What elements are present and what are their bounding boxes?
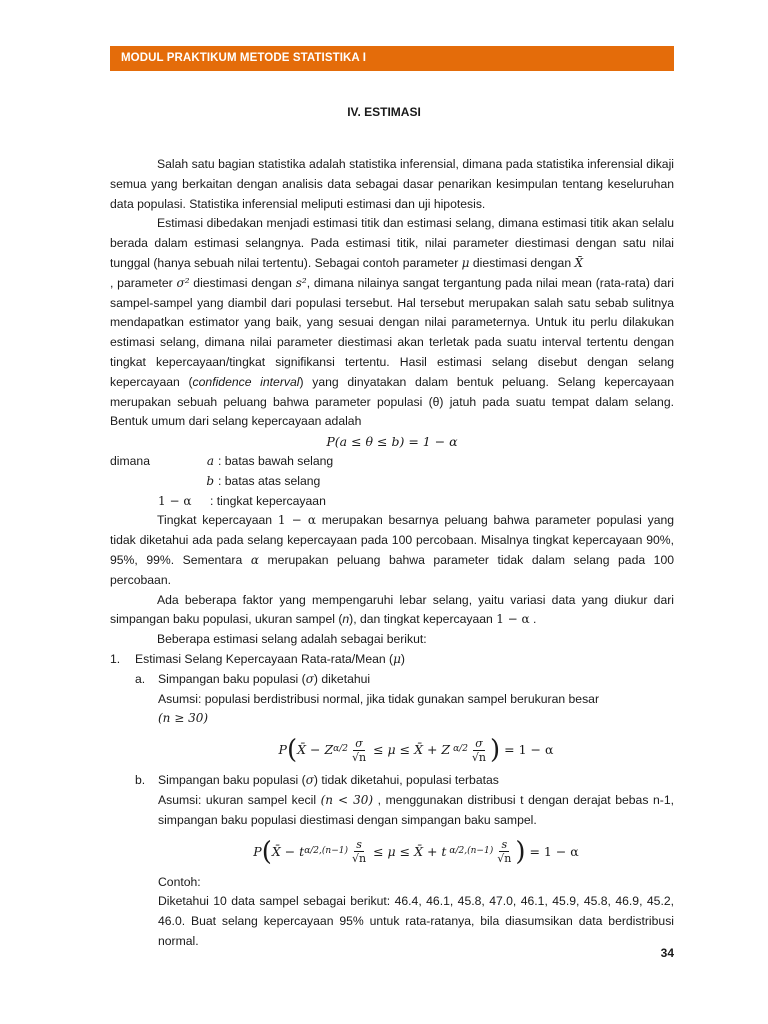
definition-symbol: b	[206, 473, 214, 488]
definition-text: : batas atas selang	[218, 473, 321, 488]
list-label	[158, 670, 370, 690]
math-lhs: X̄ − t	[271, 843, 305, 859]
definition-text: : tingkat kepercayaan	[210, 493, 326, 508]
math-mid: ≤ μ ≤ X̄ + Z	[373, 742, 451, 758]
text-span: Simpangan baku populasi (	[158, 773, 306, 788]
text-italic: confidence interval	[192, 374, 300, 389]
math-sub: α/2	[453, 744, 468, 755]
text-span: Estimasi Selang Kepercayaan Rata-rata/Mean (	[135, 651, 394, 666]
text-span: merupakan besarnya peluang bahwa parameter populasi yang tidak diketahui ada pada selang kepercayaan pada 100 percobaan. Misalnya tingkat kepercayaan 90%, 95%, 99%. Sementara	[110, 513, 675, 567]
text-span: ) diketahui	[313, 671, 371, 686]
text-span: Tingkat kepercayaan	[157, 513, 273, 528]
fraction-numerator: s	[356, 838, 362, 851]
text-span: Simpangan baku populasi (	[158, 671, 306, 686]
text-span: , menggunakan distribusi t dengan derajat bebas n-1, simpangan baku populasi diestimasi dengan simpangan baku sampel.	[158, 792, 675, 827]
definition-lead: dimana	[110, 453, 150, 468]
list-item	[110, 650, 674, 670]
assumption-block	[158, 791, 674, 952]
section-title: IV. ESTIMASI	[347, 105, 421, 119]
definition-row	[110, 452, 674, 472]
fraction-numerator: σ	[475, 736, 483, 750]
paren-close: )	[490, 735, 501, 766]
fraction-numerator: s	[501, 838, 508, 851]
math-alpha: α	[250, 552, 259, 567]
definition-text: : batas bawah selang	[218, 453, 334, 468]
list-item	[135, 670, 674, 690]
fraction-denominator: √n	[351, 750, 367, 764]
paren-open: (	[261, 836, 272, 867]
text-span: Asumsi: populasi berdistribusi normal, jika tidak gunakan sampel berukuran besar	[158, 691, 600, 706]
list-number: a.	[135, 671, 146, 686]
text-span: ), dan tingkat kepercayaan	[349, 612, 493, 627]
page-number: 34	[660, 946, 674, 960]
paren-close: )	[515, 836, 526, 867]
text-span: Estimasi dibedakan menjadi estimasi titik dan estimasi selang, dimana estimasi titik akan selalu berada dalam estimasi selangnya. Pada estimasi titik, nilai parameter diestimasi dengan satu nilai tunggal (hanya sebuah nilai tertentu). Sebagai contoh parameter	[110, 216, 674, 270]
math-mid: ≤ μ ≤ X̄ + t	[373, 843, 447, 859]
contoh-label: Contoh:	[158, 874, 201, 889]
text-span: ) yang dinyatakan dalam bentuk peluang. Selang kepercayaan merupakan sebuah peluang bahwa parameter populasi (θ) jatuh pada suatu tempat dalam selang. Bentuk umum dari selang kepercayaan adalah	[110, 374, 675, 429]
definitions-list	[110, 452, 674, 511]
fraction	[495, 838, 513, 865]
equation-general-ci: P(a ≤ θ ≤ b) = 1 − α	[326, 434, 458, 450]
fraction-denominator: √n	[497, 852, 512, 865]
math-sigma2: σ²	[176, 275, 190, 290]
paragraph-estimasi	[110, 214, 674, 432]
math-sigma: σ	[305, 671, 314, 686]
paragraph-faktor	[110, 591, 674, 631]
math-mu: μ	[461, 255, 470, 270]
text-span: Ada beberapa faktor yang mempengaruhi lebar selang, yaitu variasi data yang diukur dari simpangan baku populasi, ukuran sampel (	[110, 592, 674, 627]
definition-row	[110, 472, 674, 492]
sublist	[135, 771, 674, 791]
math-s2: s²	[295, 275, 307, 290]
definition-spacer	[110, 492, 158, 512]
list-number: 1.	[110, 651, 121, 666]
math-rhs: = 1 − α	[504, 742, 554, 758]
definition-spacer	[110, 472, 184, 492]
text-span: Asumsi: ukuran sampel kecil	[158, 792, 317, 807]
text-italic: n	[342, 612, 350, 627]
text-span: diestimasi dengan	[472, 255, 572, 270]
text-span: .	[533, 612, 537, 627]
header-title: MODUL PRAKTIKUM METODE STATISTIKA I	[121, 52, 366, 64]
math-lhs: X̄ − Z	[297, 742, 334, 758]
list-number: b.	[135, 773, 146, 788]
math-sub: α/2	[333, 744, 348, 755]
math-rhs: = 1 − α	[529, 843, 579, 859]
fraction	[350, 737, 368, 764]
fraction-numerator: σ	[355, 736, 363, 750]
math-condition: (n ≥ 30)	[158, 711, 209, 726]
paren-open: (	[286, 735, 298, 766]
fraction-denominator: √n	[471, 750, 487, 764]
assumption-text	[158, 791, 674, 831]
math-one-minus-alpha: 1 − α	[496, 612, 530, 627]
list-label	[158, 771, 499, 791]
text-span: , parameter	[110, 275, 173, 290]
text-span: merupakan peluang bahwa parameter tidak dalam selang pada 100 percobaan.	[110, 552, 675, 587]
math-sub: α/2,(n−1)	[449, 845, 494, 856]
paragraph-intro: Salah satu bagian statistika adalah statistika inferensial, dimana pada statistika inferensial dikaji semua yang berkaitan dengan analisis data sebagai dasar penarikan kesimpulan tentang keseluruhan data populasi. Statistika inferensial meliputi estimasi dan uji hipotesis.	[110, 157, 674, 211]
paragraph-beberapa: Beberapa estimasi selang adalah sebagai berikut:	[157, 632, 427, 647]
text-span: )	[400, 651, 405, 666]
math-mu: μ	[393, 651, 401, 666]
definition-row	[110, 492, 674, 512]
math-sigma: σ	[305, 773, 314, 788]
fraction	[470, 737, 488, 764]
text-span: diestimasi dengan	[193, 275, 292, 290]
list-label	[135, 650, 405, 670]
equation-z-interval	[158, 729, 674, 771]
header-bar	[110, 46, 674, 71]
contoh-text: Diketahui 10 data sampel sebagai berikut: 46.4, 46.1, 45.8, 47.0, 46.1, 45.9, 45.8, 46.9, 45.2, 46.0. Buat selang kepercayaan 95% untuk rata-ratanya, bila diasumsikan data berdistribusi normal.	[158, 894, 674, 948]
math-p: P	[278, 742, 287, 758]
fraction	[350, 838, 368, 865]
sublist	[135, 670, 674, 690]
document-body	[110, 155, 674, 952]
math-xbar: X̄	[574, 255, 584, 270]
text-span: , dimana nilainya sangat tergantung pada nilai mean (rata-rata) dari sampel-sampel yang diambil dari populasi tersebut. Hal tersebut merupakan salah satu sebab sulitnya mendapatkan estimator yang baik, yang sesuai dengan nilai parameternya. Untuk itu perlu dilakukan estimasi selang, dimana nilai parameter diestimasi akan terletak pada suatu interval tertentu dengan tingkat kepercayaan/tingkat signifikansi tertentu. Hasil estimasi selang disebut dengan selang kepercayaan (	[110, 275, 675, 389]
math-p: P	[253, 843, 262, 859]
assumption-block	[158, 690, 674, 772]
fraction-denominator: √n	[351, 852, 367, 865]
list-item	[135, 771, 674, 791]
equation-t-interval	[158, 831, 674, 873]
assumption-text	[158, 690, 674, 730]
math-condition: (n < 30)	[320, 792, 374, 807]
math-one-minus-alpha: 1 − α	[277, 513, 316, 528]
math-sub: α/2,(n−1)	[304, 845, 348, 856]
definition-symbol: 1 − α	[158, 493, 192, 508]
paragraph-tingkat	[110, 511, 674, 590]
text-span: ) tidak diketahui, populasi terbatas	[313, 773, 499, 788]
definition-symbol: a	[206, 453, 214, 468]
